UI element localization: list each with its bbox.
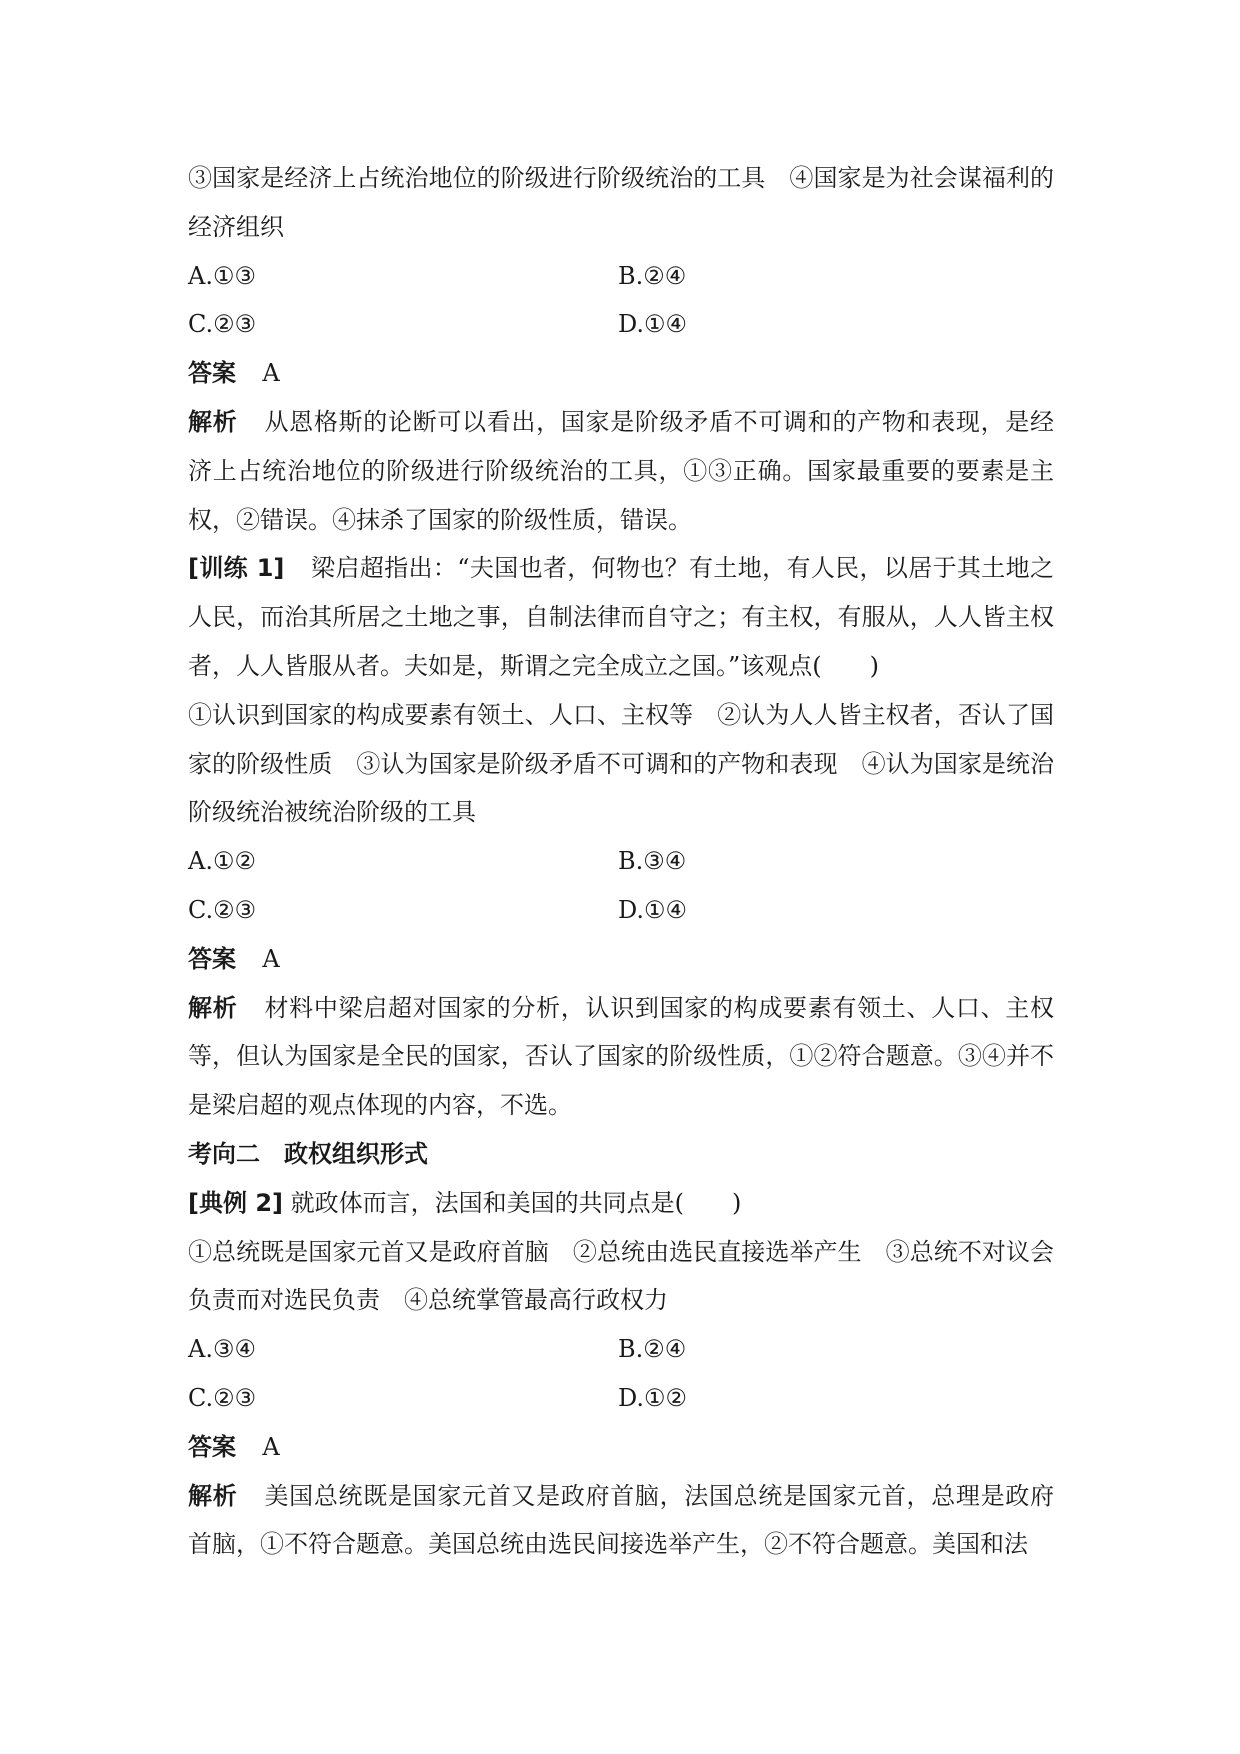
options-row — [188, 300, 1054, 349]
example-label: [典例 2] — [188, 1188, 283, 1217]
analysis-text: 美国总统既是国家元首又是政府首脑，法国总统是国家元首，总理是政府首脑，①不符合题意。美国总统由选民间接选举产生，②不符合题意。美国和法 — [188, 1481, 1054, 1559]
option-d: D.①② — [618, 1383, 688, 1412]
option-d: D.①④ — [618, 310, 688, 339]
analysis-label: 解析 — [188, 993, 238, 1022]
analysis-label: 解析 — [188, 1481, 238, 1510]
option-a: A.③④ — [188, 1335, 256, 1364]
option-b: B.③④ — [618, 847, 687, 876]
option-c: C.②③ — [188, 1383, 257, 1412]
analysis-text: 从恩格斯的论断可以看出，国家是阶级矛盾不可调和的产物和表现，是经济上占统治地位的阶级进行阶级统治的工具，①③正确。国家最重要的要素是主权，②错误。④抹杀了国家的阶级性质，错误。 — [188, 407, 1054, 534]
answer-value: A — [262, 359, 280, 388]
document-page — [188, 154, 1054, 1569]
section-heading: 考向二 政权组织形式 — [188, 1139, 428, 1168]
options-row — [188, 837, 1054, 886]
option-c: C.②③ — [188, 895, 257, 924]
analysis-text: 材料中梁启超对国家的分析，认识到国家的构成要素有领土、人口、主权等，但认为国家是全民的国家，否认了国家的阶级性质，①②符合题意。③④并不是梁启超的观点体现的内容，不选。 — [188, 993, 1054, 1120]
answer-line — [188, 935, 1054, 984]
exercise-text: 梁启超指出：“夫国也者，何物也？有土地，有人民，以居于其土地之人民，而治其所居之土地之事，自制法律而自守之；有主权，有服从，人人皆主权者，人人皆服从者。夫如是，斯谓之完全成立之国。”该观点( ) — [188, 554, 1054, 680]
analysis-paragraph — [188, 984, 1054, 1130]
options-row — [188, 1325, 1054, 1374]
option-a: A.①③ — [188, 261, 256, 290]
answer-label: 答案 — [188, 944, 236, 973]
option-a: A.①② — [188, 847, 256, 876]
exercise-label: [训练 1] — [188, 554, 285, 583]
option-b: B.②④ — [618, 261, 687, 290]
answer-label: 答案 — [188, 359, 236, 388]
option-b: B.②④ — [618, 1335, 687, 1364]
question-statements-2: ①认识到国家的构成要素有领土、人口、主权等 ②认为人人皆主权者，否认了国家的阶级性质 ③认为国家是阶级矛盾不可调和的产物和表现 ④认为国家是统治阶级统治被统治阶级的工具 — [188, 700, 1054, 827]
option-c: C.②③ — [188, 310, 257, 339]
question-statements-3: ①总统既是国家元首又是政府首脑 ②总统由选民直接选举产生 ③总统不对议会负责而对选民负责 ④总统掌管最高行政权力 — [188, 1237, 1054, 1315]
analysis-paragraph — [188, 398, 1054, 544]
example-2-paragraph — [188, 1179, 1054, 1228]
answer-value: A — [262, 944, 280, 973]
example-text: 就政体而言，法国和美国的共同点是( ) — [290, 1188, 742, 1217]
question-statements-1: ③国家是经济上占统治地位的阶级进行阶级统治的工具 ④国家是为社会谋福利的经济组织 — [188, 164, 1054, 241]
options-row — [188, 886, 1054, 935]
option-d: D.①④ — [618, 895, 688, 924]
analysis-paragraph — [188, 1472, 1054, 1570]
answer-label: 答案 — [188, 1432, 236, 1461]
analysis-label: 解析 — [188, 407, 238, 436]
exercise-1-paragraph — [188, 544, 1054, 690]
options-row — [188, 252, 1054, 301]
options-row — [188, 1374, 1054, 1423]
answer-value: A — [262, 1432, 280, 1461]
answer-line — [188, 1423, 1054, 1472]
answer-line — [188, 349, 1054, 398]
